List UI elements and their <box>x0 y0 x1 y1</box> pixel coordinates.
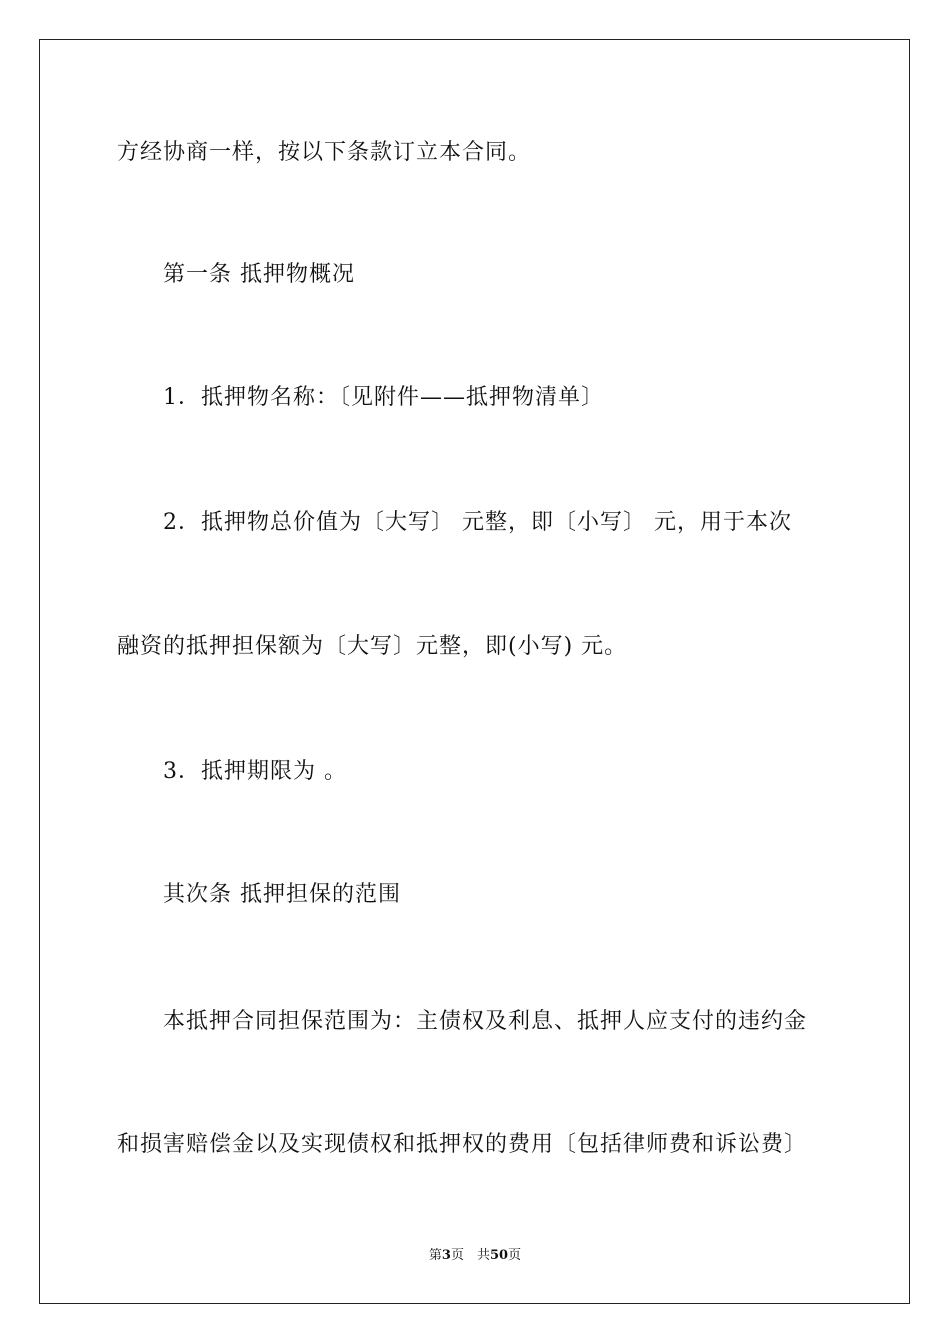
article-2-heading: 其次条 抵押担保的范围 <box>163 882 401 907</box>
paragraph-continuation: 方经协商一样，按以下条款订立本合同。 <box>117 140 532 165</box>
page-border <box>39 39 910 1304</box>
scope-paragraph-continuation: 和损害赔偿金以及实现债权和抵押权的费用〔包括律师费和诉讼费〕 <box>117 1132 808 1157</box>
current-page-number: 3 <box>441 1248 451 1263</box>
page-footer <box>0 1247 950 1265</box>
footer-suffix: 页 <box>508 1248 522 1263</box>
footer-middle: 页 共 <box>450 1248 490 1263</box>
clause-3-mortgage-term: 3．抵押期限为 。 <box>163 759 347 784</box>
total-page-count: 50 <box>489 1248 509 1263</box>
clause-2-continuation: 融资的抵押担保额为〔大写〕元整，即(小写) 元。 <box>117 634 628 659</box>
footer-prefix: 第 <box>428 1248 442 1263</box>
clause-2-collateral-value: 2．抵押物总价值为〔大写〕 元整，即〔小写〕 元，用于本次 <box>163 510 792 535</box>
article-1-heading: 第一条 抵押物概况 <box>163 262 355 287</box>
clause-1-collateral-name: 1．抵押物名称：〔见附件——抵押物清单〕 <box>163 385 604 410</box>
scope-paragraph: 本抵押合同担保范围为：主债权及利息、抵押人应支付的违约金 <box>163 1009 808 1034</box>
